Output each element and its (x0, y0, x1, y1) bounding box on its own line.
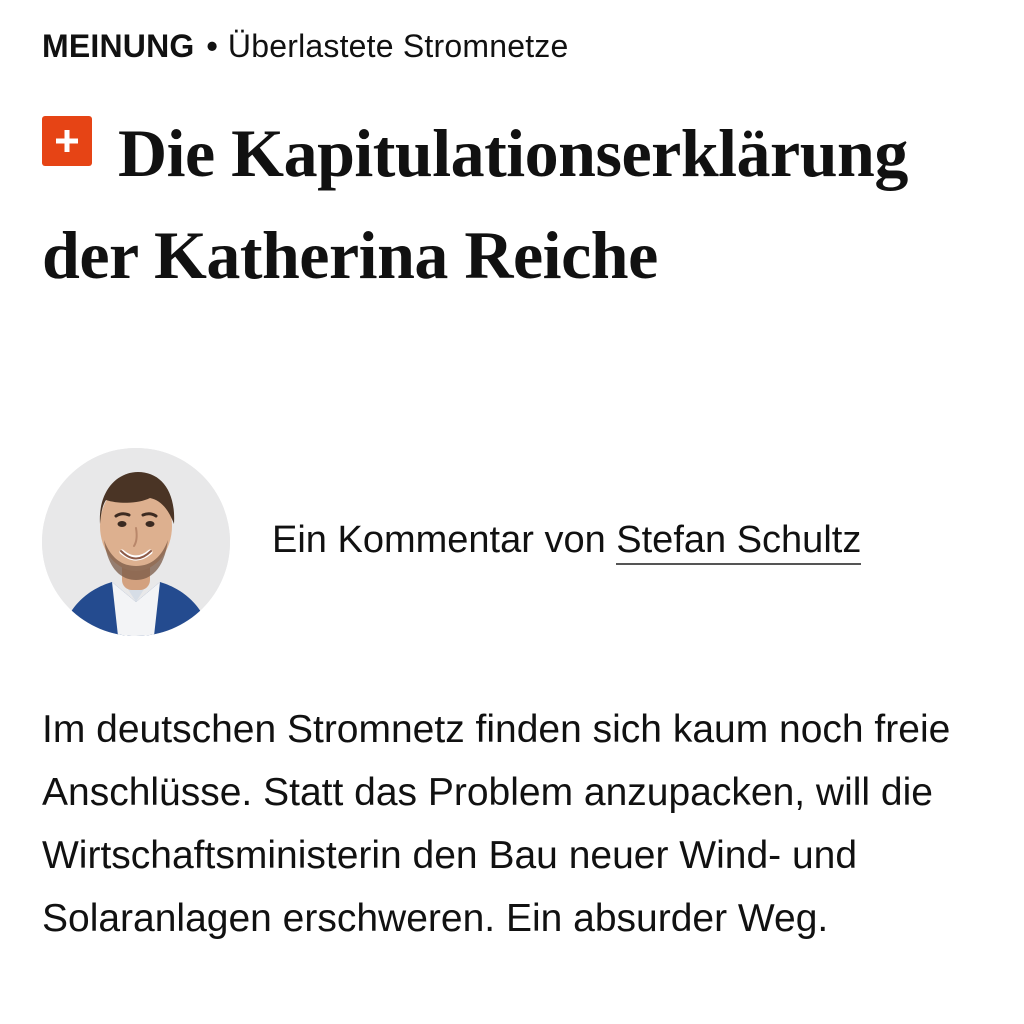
plus-badge-icon (42, 116, 92, 166)
article-kicker (42, 24, 568, 68)
topic-label: Überlastete Stromnetze (227, 28, 569, 64)
author-link[interactable]: Stefan Schultz (616, 519, 861, 565)
byline (42, 448, 982, 636)
article-headline (42, 102, 992, 306)
author-avatar[interactable] (42, 448, 230, 636)
kicker-separator: • (206, 28, 218, 64)
author-portrait-image (42, 448, 230, 636)
byline-prefix: Ein Kommentar von (272, 519, 606, 561)
section-label[interactable]: MEINUNG (42, 28, 195, 64)
byline-text (272, 514, 861, 566)
article-teaser: Im deutschen Stromnetz finden sich kaum noch freie Anschlüsse. Statt das Problem anzupacken, will die Wirtschaftsministerin den Bau neuer Wind- und Solaranlagen erschweren. Ein absurder Weg. (42, 708, 951, 940)
headline-text: Die Kapitulationserklärung der Katherina Reiche (42, 115, 908, 293)
